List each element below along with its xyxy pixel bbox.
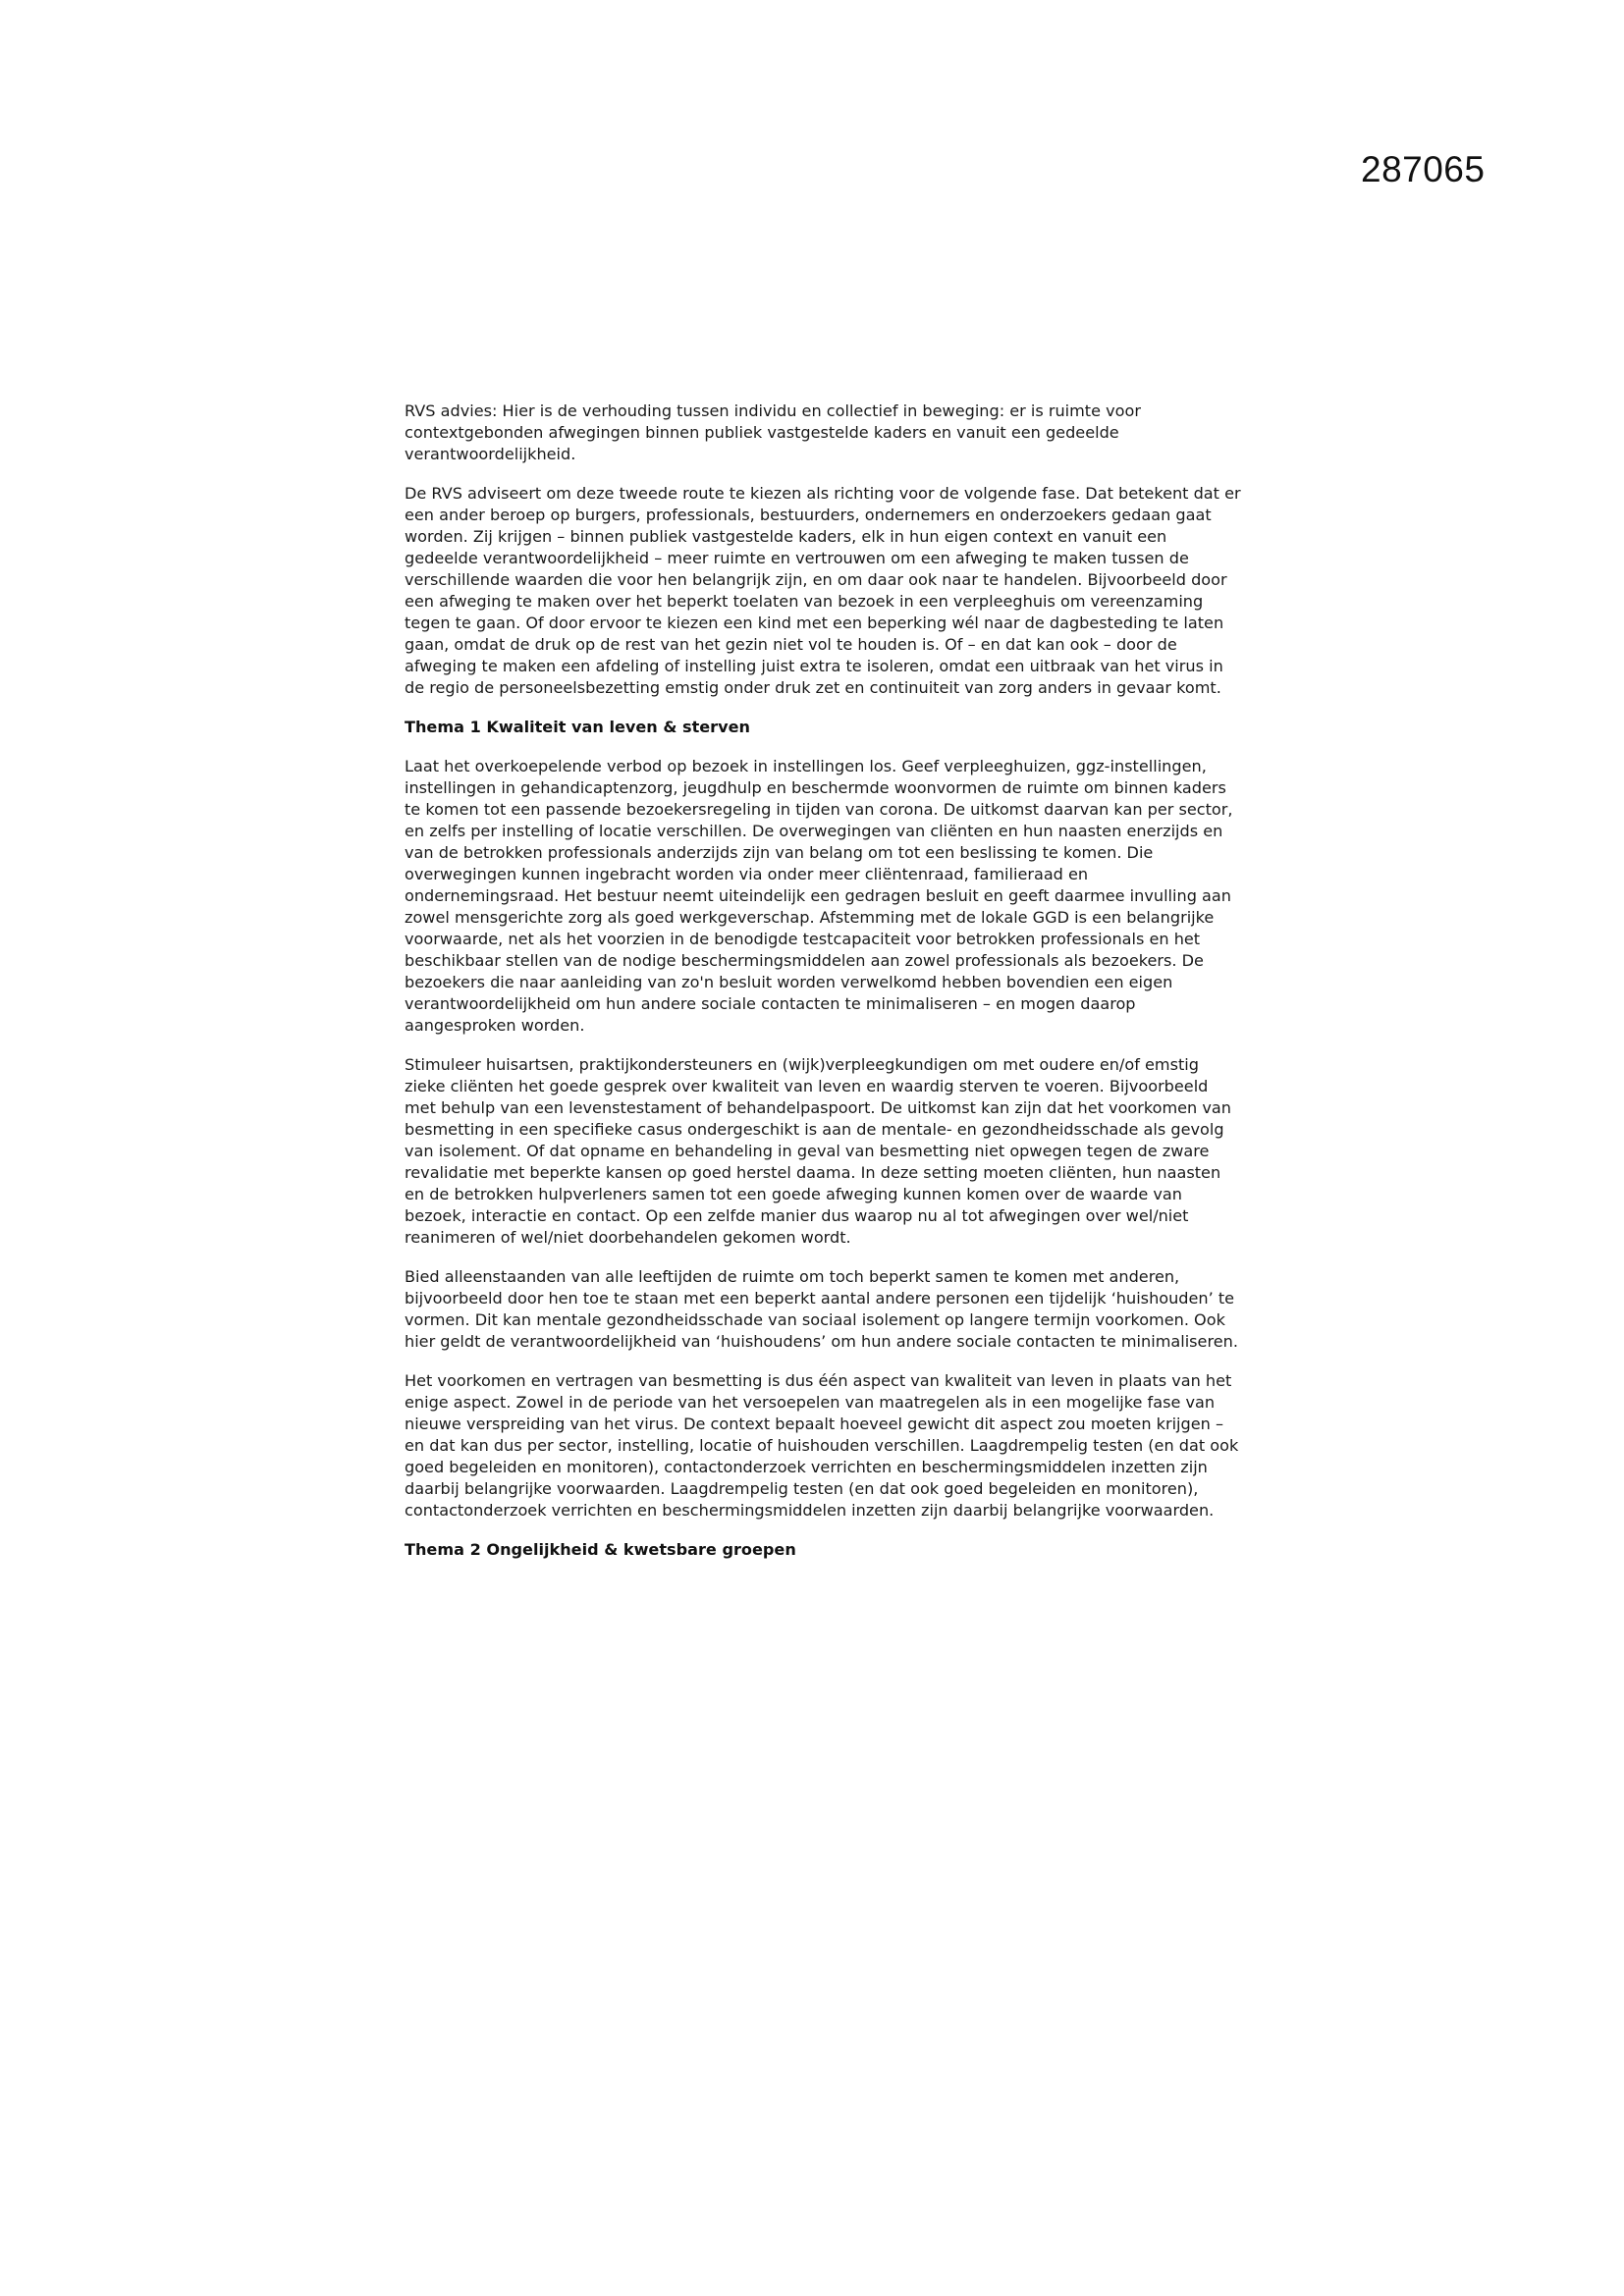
paragraph-besmetting: Het voorkomen en vertragen van besmetting is dus één aspect van kwaliteit van leven in plaats van het enige aspect. Zowel in de periode van het versoepelen van maatregelen als in een mogelijke fase van nieuwe verspreiding van het virus. De context bepaalt hoeveel gewicht dit aspect zou moeten krijgen – en dat kan dus per sector, instelling, locatie of huishouden verschillen. Laagdrempelig testen (en dat ook goed begeleiden en monitoren), contactonderzoek verrichten en beschermingsmiddelen inzetten zijn daarbij belangrijke voorwaarden. Laagdrempelig testen (en dat ook goed begeleiden en monitoren), contactonderzoek verrichten en beschermingsmiddelen inzetten zijn daarbij belangrijke voorwaarden. xyxy=(405,1371,1239,1520)
document-body xyxy=(405,400,1241,1578)
heading-thema-2: Thema 2 Ongelijkheid & kwetsbare groepen xyxy=(405,1540,796,1559)
paragraph-alleenstaanden: Bied alleenstaanden van alle leeftijden de ruimte om toch beperkt samen te komen met anderen, bijvoorbeeld door hen toe te staan met een beperkt aantal andere personen een tijdelijk ‘huishouden’ te vormen. Dit kan mentale gezondheidsschade van sociaal isolement op langere termijn voorkomen. Ook hier geldt de verantwoordelijkheid van ‘huishoudens’ om hun andere sociale contacten te minimaliseren. xyxy=(405,1267,1238,1351)
paragraph-bezoek-instellingen: Laat het overkoepelende verbod op bezoek in instellingen los. Geef verpleeghuizen, ggz-instellingen, instellingen in gehandicaptenzorg, jeugdhulp en beschermde woonvormen de ruimte om binnen kaders te komen tot een passende bezoekersregeling in tijden van corona. De uitkomst daarvan kan per sector, en zelfs per instelling of locatie verschillen. De overwegingen van cliënten en hun naasten enerzijds en van de betrokken professionals anderzijds zijn van belang om tot een beslissing te komen. Die overwegingen kunnen ingebracht worden via onder meer cliëntenraad, familieraad en ondernemingsraad. Het bestuur neemt uiteindelijk een gedragen besluit en geeft daarmee invulling aan zowel mensgerichte zorg als goed werkgeverschap. Afstemming met de lokale GGD is een belangrijke voorwaarde, net als het voorzien in de benodigde testcapaciteit voor betrokken professionals en het beschikbaar stellen van de nodige beschermingsmiddelen aan zowel professionals als bezoekers. De bezoekers die naar aanleiding van zo'n besluit worden verwelkomd hebben bovendien een eigen verantwoordelijkheid om hun andere sociale contacten te minimaliseren – en mogen daarop aangesproken worden. xyxy=(405,757,1233,1035)
document-number: 287065 xyxy=(1361,149,1486,189)
paragraph-rvs-advies: RVS advies: Hier is de verhouding tussen individu en collectief in beweging: er is ruimte voor contextgebonden afwegingen binnen publiek vastgestelde kaders en vanuit een gedeelde verantwoordelijkheid. xyxy=(405,401,1141,463)
paragraph-tweede-route: De RVS adviseert om deze tweede route te kiezen als richting voor de volgende fase. Dat betekent dat er een ander beroep op burgers, professionals, bestuurders, ondernemers en onderzoekers gedaan gaat worden. Zij krijgen – binnen publiek vastgestelde kaders, elk in hun eigen context en vanuit een gedeelde verantwoordelijkheid – meer ruimte en vertrouwen om een afweging te maken tussen de verschillende waarden die voor hen belangrijk zijn, en om daar ook naar te handelen. Bijvoorbeeld door een afweging te maken over het beperkt toelaten van bezoek in een verpleeghuis om vereenzaming tegen te gaan. Of door ervoor te kiezen een kind met een beperking wél naar de dagbesteding te laten gaan, omdat de druk op de rest van het gezin niet vol te houden is. Of – en dat kan ook – door de afweging te maken een afdeling of instelling juist extra te isoleren, omdat een uitbraak van het virus in de regio de personeelsbezetting emstig onder druk zet en continuiteit van zorg anders in gevaar komt. xyxy=(405,484,1241,697)
paragraph-huisartsen: Stimuleer huisartsen, praktijkondersteuners en (wijk)verpleegkundigen om met oudere en/of emstig zieke cliënten het goede gesprek over kwaliteit van leven en waardig sterven te voeren. Bijvoorbeeld met behulp van een levenstestament of behandelpaspoort. De uitkomst kan zijn dat het voorkomen van besmetting in een specifieke casus ondergeschikt is aan de mentale- en gezondheidsschade als gevolg van isolement. Of dat opname en behandeling in geval van besmetting niet opwegen tegen de zware revalidatie met beperkte kansen op goed herstel daama. In deze setting moeten cliënten, hun naasten en de betrokken hulpverleners samen tot een goede afweging kunnen komen over de waarde van bezoek, interactie en contact. Op een zelfde manier dus waarop nu al tot afwegingen over wel/niet reanimeren of wel/niet doorbehandelen gekomen wordt. xyxy=(405,1055,1231,1247)
heading-thema-1: Thema 1 Kwaliteit van leven & sterven xyxy=(405,718,750,736)
